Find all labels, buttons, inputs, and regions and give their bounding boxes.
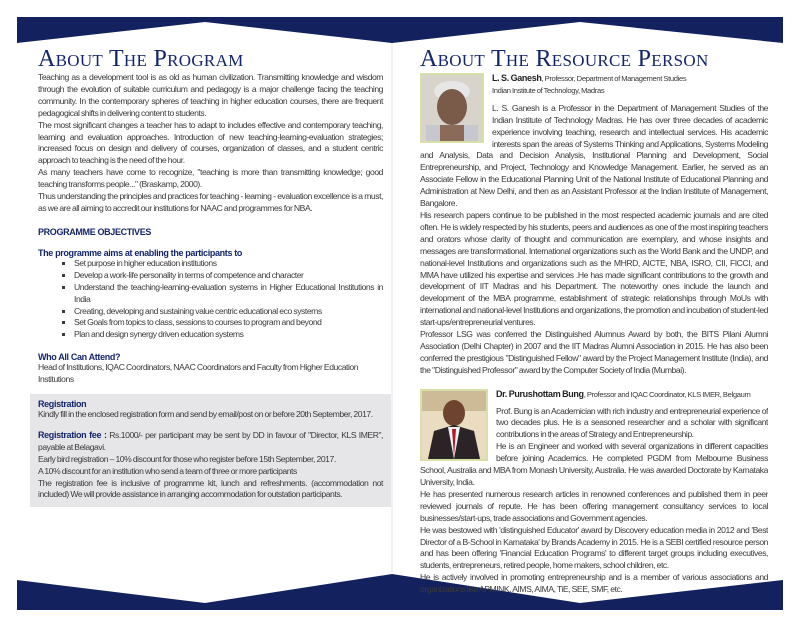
attend-heading: Who All Can Attend? [38, 352, 121, 363]
intro-paragraph: Teaching as a development tool is as old as human civilization. Transmitting knowledge and wisdom through the evolution of suitable curriculum and pedagogy is a major challenge facing the teaching community. In the contemporary spheres of teaching in higher education courses, there are frequent pedagogical shifts in delivering content to students. [38, 72, 383, 118]
person-name: L. S. Ganesh [492, 73, 542, 83]
fee-line: The registration fee is inclusive of programme kit, lunch and refreshments. (accommodation not included) We will provide assistance in arranging accommodation for outstation participants. [38, 477, 383, 500]
list-item: ▪ Understand the teaching-learning-evaluation systems in Higher Educational Institutions in India [74, 282, 383, 306]
person-ganesh [420, 73, 768, 377]
aims-list [38, 258, 383, 341]
list-item: ▪ Creating, developing and sustaining value centric educational eco systems [74, 306, 383, 318]
bio-paragraph: His research papers continue to be published in the most respected academic journals and are cited often. He is widely respected by his students, peers and audiences as one of the most inspiring teachers and orators whose clarity of thought and communication are exemplary, and whose insights and messages are transformational. International organizations such as the World Bank and the UNDP, and national-level Institutions and organizations such as the MHRD, AICTE, NBA, ISRO, CII, FICCI, and MMA have utilized his expertise and services .He has made significant contributions to the growth and development of IIT Madras and his Department. The noteworthy ones include the launch and development of the MBA programme, establishment of strategic relationships through MoUs with international and national-level Institutions and organizations, the promotion and incubation of student-led start-ups/entrepreneurial ventures. [420, 209, 768, 328]
bio-paragraph: He is an Engineer and worked with several organizations in different capacities before joining Academics. He completed PGDM from Melbourne Business School, Australia and MBA from Monash University, Australia. He was awarded Doctorate by Karnataka University, India. [420, 441, 768, 487]
bung-photo [420, 389, 488, 461]
registration-heading: Registration [38, 399, 87, 410]
intro-paragraph: As many teachers have come to recognize, "teaching is more than transmitting knowledge; good teaching transforms people..." (Braskamp, 2000). [38, 167, 383, 190]
bio-paragraph: He was bestowed with 'distinguished Educator' award by Discovery education media in 2012 and 'Best Director of a B-School in Karnataka' by Brands Academy in 2015. He is a SEBI certified resource person and has been offering 'Financial Education Programs' to different target groups including executives, students, entrepreneurs, retired people, home makers, school children, etc. [420, 524, 768, 571]
fee-line: Early bird registration – 10% discount for those who register before 15th September, 2017. [38, 453, 336, 464]
bottom-band-left [17, 574, 392, 610]
list-item: ▪ Plan and design synergy driven education systems [74, 329, 383, 341]
fee-label: Registration fee : [38, 429, 107, 440]
top-band-left [17, 17, 392, 43]
bio-paragraph: Prof. Bung is an Academician with rich industry and entrepreneurial experience of two decades plus. He is a seasoned researcher and a scholar with significant contributions in the areas of Strategy and Entrepreneurship. [496, 405, 768, 440]
intro-paragraph: The most significant changes a teacher has to adapt to includes effective and contemporary teaching, learning and evaluation approaches. Introduction of new teaching-learning-evaluation strategies; increased focus on design and delivery of courses, organization of classes, and a student centric approach to teaching is the need of the hour. [38, 119, 383, 166]
list-item: ▪ Develop a work-life personality in terms of competence and character [74, 270, 383, 282]
registration-text: Kindly fill in the enclosed registration form and send by email/post on or before 20th September, 2017. [38, 409, 373, 420]
attend-text: Head of Institutions, IQAC Coordinators, NAAC Coordinators and Faculty from Higher Education Institutions [38, 362, 359, 385]
ganesh-photo [420, 73, 484, 143]
person-bung [420, 389, 768, 596]
bio-paragraph: He has presented numerous research articles in renowned conferences and published them in peer reviewed journals of repute. He has been offering management consultancy services to local businesses/start-ups, trade associations and Government agencies. [420, 488, 768, 523]
resource-column [420, 73, 768, 596]
bio-paragraph: Professor LSG was conferred the Distinguished Alumnus Award by both, the BITS Pilani Alumni Association (Delhi Chapter) in 2007 and the IIT Madras Alumni Association in 2015. He has also been conferred the prestigious "Distinguished Fellow" award by the Project Management Institute (India), and the "Distinguished Professor" award by the Computer Society of India (Mumbai). [420, 329, 768, 375]
list-item: ▪ Set Goals from topics to class, sessions to courses to program and beyond [74, 317, 383, 329]
intro-paragraph: Thus understanding the principles and practices for teaching - learning - evaluation excellence is a must, as we are all aiming to accredit our institutions for NAAC and programmes for NBA. [38, 191, 383, 213]
bio-paragraph: He is actively involved in promoting entrepreneurship and is a member of various associations and organizations like APMINK, AIMS, AIMA, TiE, SEE, SMF, etc. [420, 572, 768, 595]
program-title: About The Program [38, 46, 244, 72]
registration-panel [30, 394, 391, 507]
person-affiliation: Indian Institute of Technology, Madras [492, 85, 605, 95]
top-band-right [392, 17, 783, 43]
program-column [38, 72, 383, 507]
list-item: ▪ Set purpose in higher education institutions [74, 258, 383, 270]
objectives-heading: PROGRAMME OBJECTIVES [38, 226, 152, 237]
fee-text: Rs.1000/- per participant may be sent by DD in favour of "Director, KLS IMER", payable at Belagavi. [38, 429, 383, 452]
person-name: Dr. Purushottam Bung [496, 388, 584, 399]
resource-person-title: About The Resource Person [420, 46, 709, 72]
person-role: , Professor and IQAC Coordinator, KLS IMER, Belgaum [583, 389, 751, 399]
bio-paragraph: L. S. Ganesh is a Professor in the Department of Management Studies of the Indian Institute of Technology Madras. He has over three decades of academic experience involving teaching, research and intellectual services. His academic interests span the areas of Systems Thinking and Applications, Systems Modeling and Analysis, Data and Decision Analysis, Institutional Planning and Development, Social Entrepreneurship, and Project, Technology and Knowledge Management. Earlier, he served as an Associate Fellow in the Educational Planning Unit of the National Institute of Educational Planning and Administration at New Delhi, and then as an Assistant Professor at the Indian Institute of Management, Bangalore. [420, 102, 768, 209]
aims-heading: The programme aims at enabling the participants to [38, 247, 243, 258]
fee-line: A 10% discount for an institution who send a team of three or more participants [38, 465, 297, 476]
person-role: , Professor, Department of Management Studies [541, 74, 687, 83]
